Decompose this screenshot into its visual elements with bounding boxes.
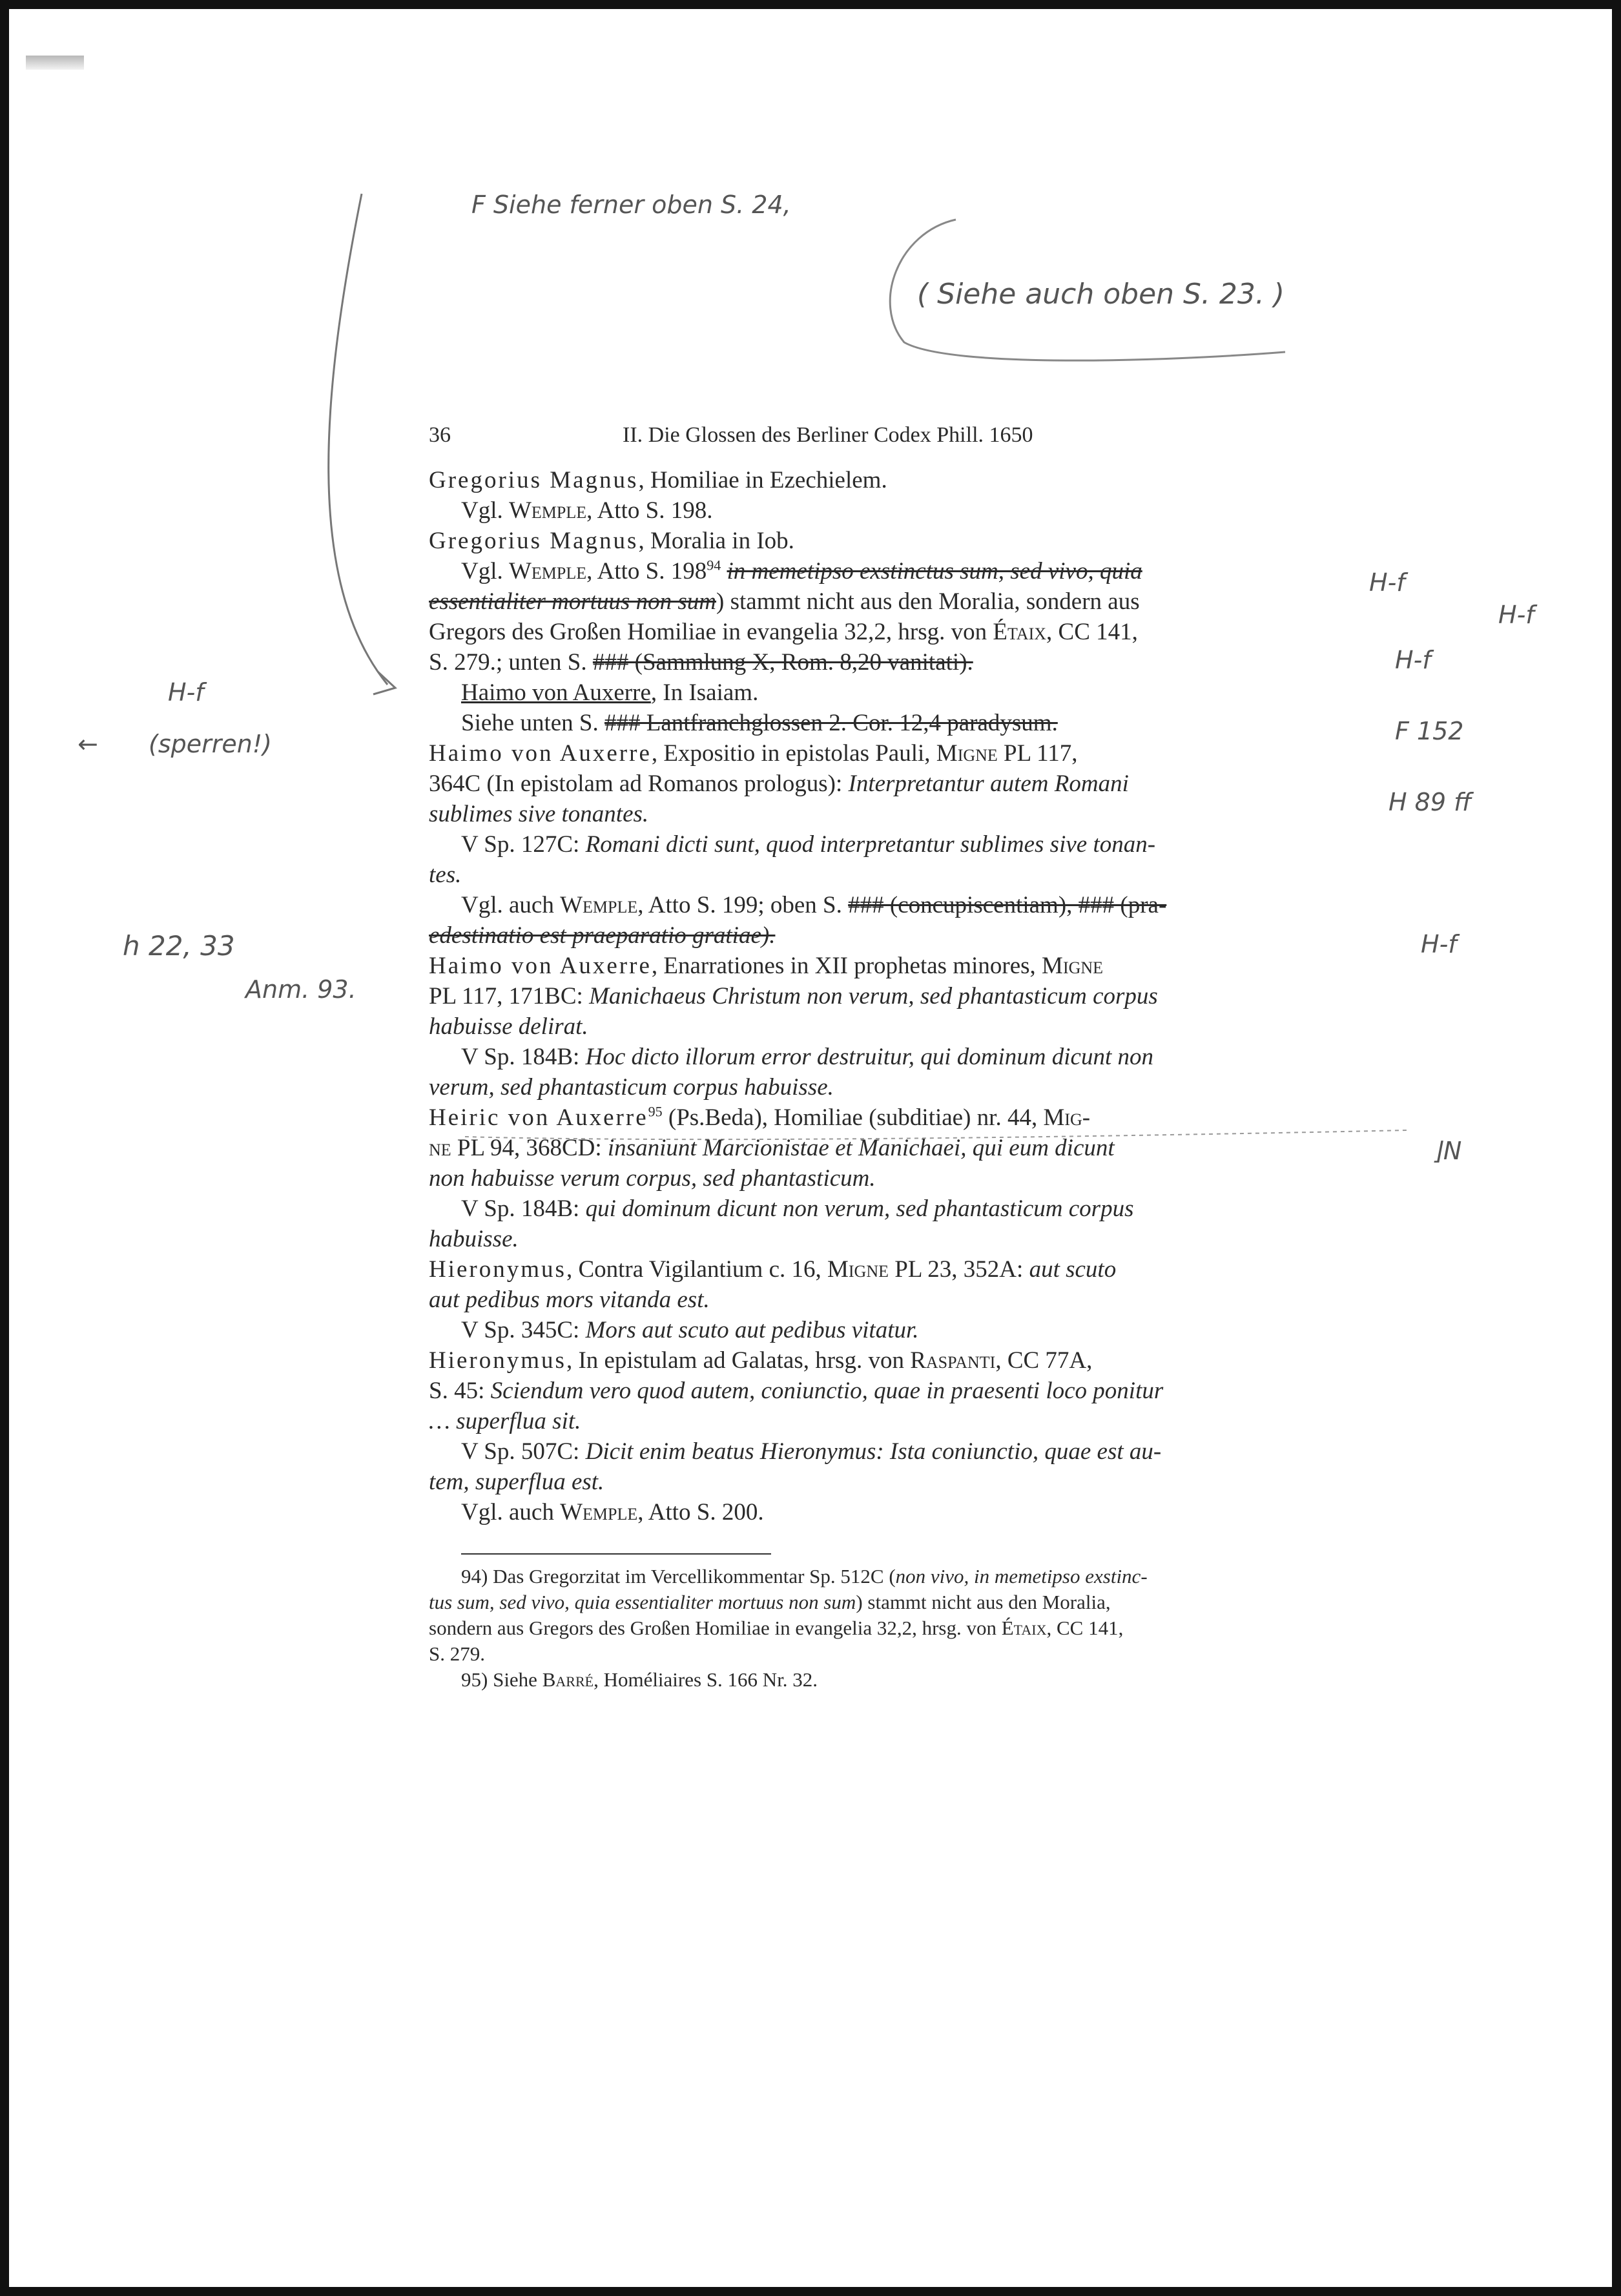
entry-line: V Sp. 127C: Romani dicti sunt, quod interpretantur sublimes sive tonan- (461, 831, 1156, 858)
entry-line: tem, superflua est. (429, 1469, 604, 1495)
entry-line: Haimo von Auxerre, In Isaiam. (461, 679, 759, 706)
entry-line: habuisse delirat. (429, 1013, 588, 1040)
footnote-94-cont: tus sum, sed vivo, quia essentialiter mortuus non sum) stammt nicht aus den Moralia, (429, 1591, 1111, 1613)
entry-line: essentialiter mortuus non sum) stammt nicht aus den Moralia, sondern aus (429, 588, 1140, 615)
handnote-left-2: (sperren!) (149, 730, 272, 758)
entry-line: Gregorius Magnus, Homiliae in Ezechielem. (429, 467, 887, 493)
handnote-top-2: ( Siehe auch oben S. 23. ) (917, 278, 1285, 311)
page-number: 36 (429, 423, 451, 447)
entry-line: S. 279.; unten S. ### (Sammlung X, Rom. 8,20 vanitati). (429, 649, 973, 676)
entry-line: Gregorius Magnus, Moralia in Iob. (429, 528, 794, 554)
handnote-left-3: ← (77, 730, 98, 758)
handnote-left-5: Anm. 93. (245, 975, 356, 1004)
handnote-left-4: h 22, 33 (123, 930, 235, 962)
entry-line: Haimo von Auxerre, Expositio in epistolas Pauli, Migne PL 117, (429, 740, 1078, 767)
entry-line: Vgl. Wemple, Atto S. $198^{94}$ in memetipso exstinctus sum, sed vivo, quia (461, 557, 1142, 584)
footnote-rule (461, 1553, 771, 1555)
entry-line: … superflua sit. (429, 1408, 581, 1434)
handnote-right-5: H 89 ff (1389, 788, 1472, 816)
entry-line: edestinatio est praeparatio gratiae). (429, 922, 776, 949)
curved-arrow (329, 194, 387, 685)
handnote-right-7: ⌋N (1434, 1137, 1462, 1165)
entry-line: V Sp. 184B: Hoc dicto illorum error destruitur, qui dominum dicunt non (461, 1044, 1154, 1070)
entry-line: habuisse. (429, 1226, 519, 1252)
entry-line: Vgl. auch Wemple, Atto S. 199; oben S. ### (concupiscentiam), ### (pra- (461, 892, 1167, 918)
entry-line: tes. (429, 862, 462, 888)
handnote-top-1: F Siehe ferner oben S. 24, (471, 191, 791, 219)
entry-line: Siehe unten S. ### Lantfranchglossen 2. Cor. 12,4 paradysum. (461, 710, 1058, 736)
entry-line: Haimo von Auxerre, Enarrationes in XII prophetas minores, Migne (429, 953, 1104, 979)
handnote-right-1: H-f (1369, 568, 1405, 597)
entry-line: V Sp. 507C: Dicit enim beatus Hieronymus: Ista coniunctio, quae est au- (461, 1438, 1162, 1465)
entry-line: 364C (In epistolam ad Romanos prologus): Interpretantur autem Romani (429, 771, 1129, 797)
entry-line: S. 45: Sciendum vero quod autem, coniunctio, quae in praesenti loco ponitur (429, 1378, 1164, 1404)
handnote-right-6: H-f (1421, 930, 1457, 958)
entry-line: Vgl. Wemple, Atto S. 198. (461, 497, 713, 524)
handnote-right-2: H-f (1498, 601, 1534, 629)
entry-line: V Sp. 345C: Mors aut scuto aut pedibus vitatur. (461, 1317, 919, 1343)
printed-page (429, 420, 1301, 1693)
entry-line: aut pedibus mors vitanda est. (429, 1287, 710, 1313)
footnote-95: 95) Siehe Barré, Homéliaires S. 166 Nr. 32. (461, 1668, 818, 1691)
entry-line: verum, sed phantasticum corpus habuisse. (429, 1074, 834, 1101)
arrow-head (373, 672, 395, 694)
entry-line: sublimes sive tonantes. (429, 801, 649, 827)
handnote-left-1: H-f (168, 678, 204, 707)
entry-line: PL 117, 171BC: Manichaeus Christum non verum, sed phantasticum corpus (429, 983, 1158, 1009)
entry-line: Hieronymus, Contra Vigilantium c. 16, Migne PL 23, 352A: aut scuto (429, 1256, 1117, 1283)
entry-line: non habuisse verum corpus, sed phantasticum. (429, 1165, 876, 1192)
handnote-right-3: H-f (1395, 646, 1431, 674)
entry-line: V Sp. 184B: qui dominum dicunt non verum, sed phantasticum corpus (461, 1195, 1134, 1222)
footnote-94-cont: S. 279. (429, 1642, 485, 1665)
entry-line: Vgl. auch Wemple, Atto S. 200. (461, 1499, 764, 1525)
entry-line: Hieronymus, In epistulam ad Galatas, hrsg. von Raspanti, CC 77A, (429, 1347, 1093, 1374)
footnote-94-cont: sondern aus Gregors des Großen Homiliae in evangelia 32,2, hrsg. von Étaix, CC 141, (429, 1617, 1124, 1639)
running-title: II. Die Glossen des Berliner Codex Phill. 1650 (623, 423, 1033, 447)
footnote-94: 94) Das Gregorzitat im Vercellikommentar Sp. 512C (non vivo, in memetipso exstinc- (461, 1565, 1148, 1588)
entry-line: Gregors des Großen Homiliae in evangelia 32,2, hrsg. von Étaix, CC 141, (429, 619, 1138, 645)
footnotes (429, 1553, 1301, 1693)
entry-line: ne PL 94, 368CD: insaniunt Marcionistae et Manichaei, qui eum dicunt (429, 1135, 1115, 1161)
handnote-right-4: F 152 (1395, 717, 1464, 745)
running-header (429, 420, 1301, 452)
entry-line: Heiric von Auxerre$^{95}$ (Ps.Beda), Homiliae (subditiae) nr. 44, Mig- (429, 1103, 1091, 1131)
